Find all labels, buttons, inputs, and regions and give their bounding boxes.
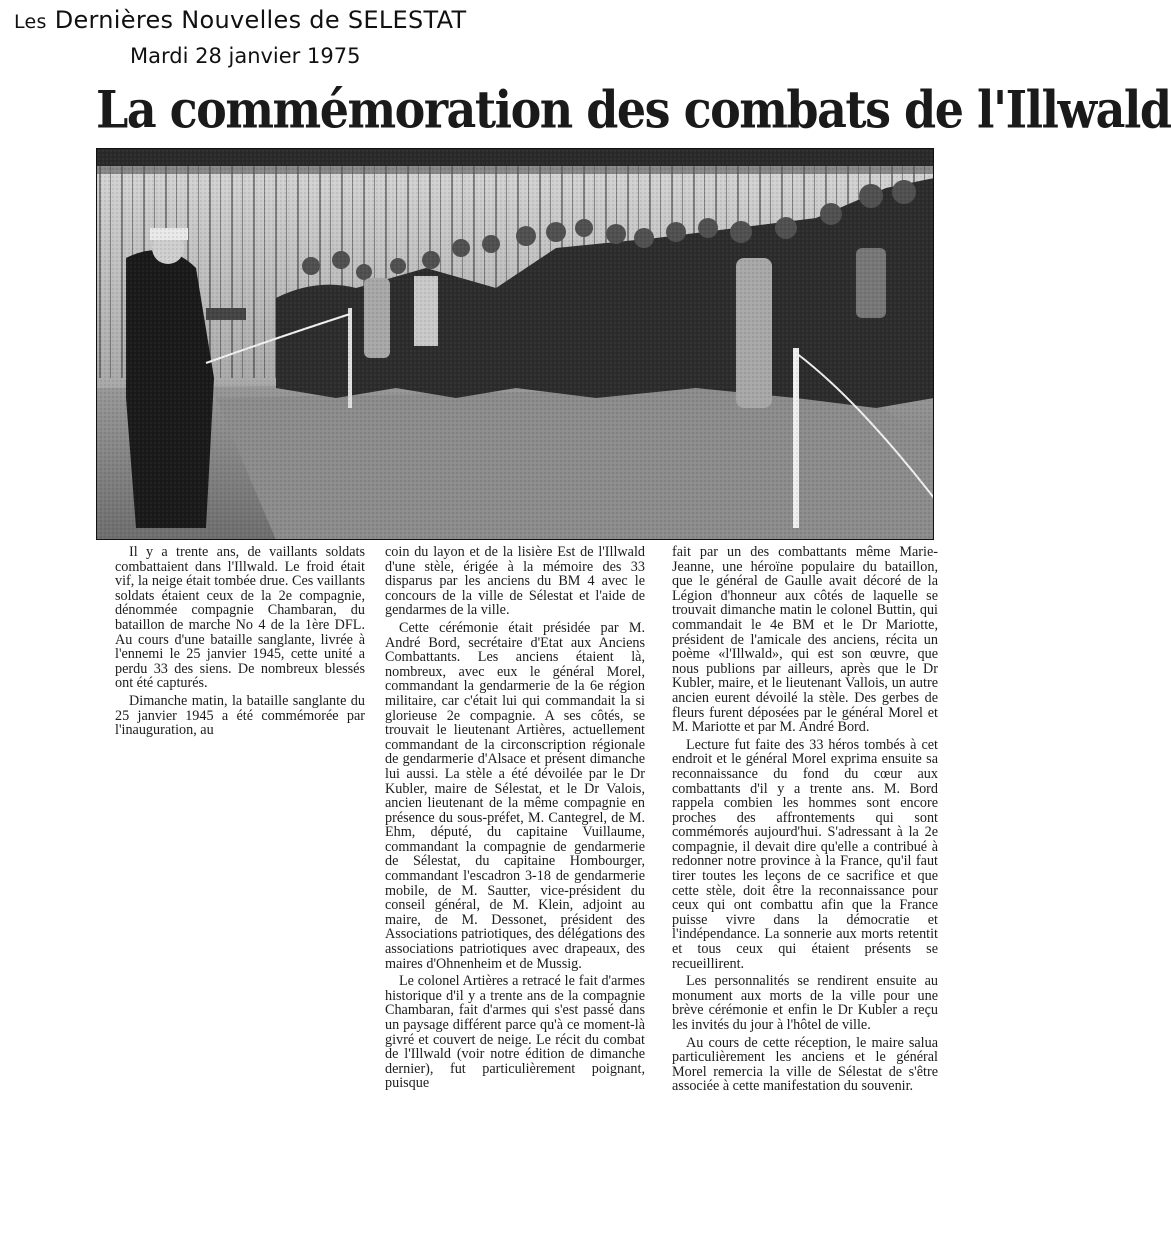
article-column-1 bbox=[115, 545, 365, 741]
newspaper-title: Dernières Nouvelles de SELESTAT bbox=[54, 6, 467, 34]
article-paragraph: Le colonel Artières a retracé le fait d'armes historique d'il y a trente ans de la compagnie Chambaran, fait d'armes qui s'est passé dans un paysage différent parce qu'à ce moment-là givré et couvert de neige. Le récit du combat de l'Illwald (voir notre édition de dimanche dernier), fut particulièrement poignant, puisque bbox=[385, 973, 645, 1092]
article-paragraph: Au cours de cette réception, le maire salua particulièrement les anciens et le général Morel remercia la ville de Sélestat de s'être associée à cette manifestation du souvenir. bbox=[672, 1034, 938, 1095]
article-column-3 bbox=[672, 545, 938, 1097]
newspaper-prefix: Les bbox=[14, 11, 47, 33]
article-paragraph: Les personnalités se rendirent ensuite au monument aux morts de la ville pour une brève cérémonie et enfin le Dr Kubler a reçu les invités du jour à l'hôtel de ville. bbox=[672, 973, 938, 1033]
article-paragraph: Il y a trente ans, de vaillants soldats combattaient dans l'Illwald. Le froid était vif, la neige était tombée drue. Ces vaillants soldats étaient ceux de la 2e compagnie, dénommée compagnie Chambaran, du bataillon de marche No 4 de la 1ère DFL. Au cours d'une bataille sanglante, livrée à l'ennemi le 25 janvier 1945, cette unité a perdu 33 des siens. De nombreux blessés ont été capturés. bbox=[115, 544, 365, 692]
article-paragraph: Lecture fut faite des 33 héros tombés à cet endroit et le général Morel exprima ensuite sa reconnaissance du fond du cœur aux combattants d'il y a trente ans. M. Bord rappela combien les hommes sont encore proches des affrontements qui sont commémorés aujourd'hui. S'adressant à la 2e compagnie, il devait dire qu'elle a contribué à redonner notre province à la France, qu'il faut tirer toutes les leçons de ce sacrifice et que cette stèle, doit être la reconnaissance pour ceux qui ont combattu afin que la France puisse vivre dans la démocratie et l'indépendance. La sonnerie aux morts retentit et tous ceux qui étaient présents se recueillirent. bbox=[672, 736, 938, 972]
article-headline: La commémoration des combats de l'Illwald bbox=[96, 79, 1171, 140]
article-paragraph: Dimanche matin, la bataille sanglante du 25 janvier 1945 a été commémorée par l'inauguration, au bbox=[115, 692, 365, 739]
article-paragraph: fait par un des combattants même Marie-Jeanne, une héroïne populaire du bataillon, que le général de Gaulle avait décoré de la Légion d'honneur aux côtés de laquelle se trouvait dimanche matin le colonel Buttin, qui commandait le 4e BM et le Dr Mariotte, président de l'amicale des anciens, récita un poème «l'Illwald», qui est son œuvre, que nous publions par ailleurs, après que le Dr Kubler, maire, et le lieutenant Vallois, un autre ancien eurent dévoilé la stèle. Des gerbes de fleurs furent déposées par le général Morel et M. Mariotte et par M. André Bord. bbox=[672, 544, 938, 736]
newspaper-name bbox=[14, 6, 466, 34]
article-column-2 bbox=[385, 545, 645, 1094]
ceremony-photo bbox=[96, 148, 934, 540]
article-paragraph: coin du layon et de la lisière Est de l'Illwald d'une stèle, érigée à la mémoire des 33 disparus par les anciens du BM 4 avec le concours de la ville de Sélestat et l'aide de gendarmes de la ville. bbox=[385, 544, 645, 619]
article-paragraph: Cette cérémonie était présidée par M. André Bord, secrétaire d'Etat aux Anciens Combattants. Les anciens étaient là, nombreux, avec eux le général Morel, commandant la gendarmerie de la 6e région militaire, car c'était lui qui commandait la si glorieuse 2e compagnie. A ses côtés, se trouvait le lieutenant Artières, actuellement commandant de la circonscription régionale de gendarmerie d'Alsace et présent dimanche lui aussi. La stèle a été dévoilée par le Dr Kubler, maire de Sélestat, et le Dr Valois, ancien lieutenant de la même compagnie en présence du sous-préfet, M. Cantegrel, de M. Ehm, député, du capitaine Vuillaume, commandant la compagnie de gendarmerie de Sélestat, du capitaine Hombourger, commandant l'escadron 3-18 de gendarmerie mobile, de M. Sautter, vice-président du conseil général, de M. Klein, adjoint au maire, de M. Dessonet, président des Associations patriotiques, des délégations des associations patriotiques avec drapeaux, des maires d'Ohnenheim et de Mussig. bbox=[385, 619, 645, 972]
publication-date: Mardi 28 janvier 1975 bbox=[130, 44, 361, 68]
